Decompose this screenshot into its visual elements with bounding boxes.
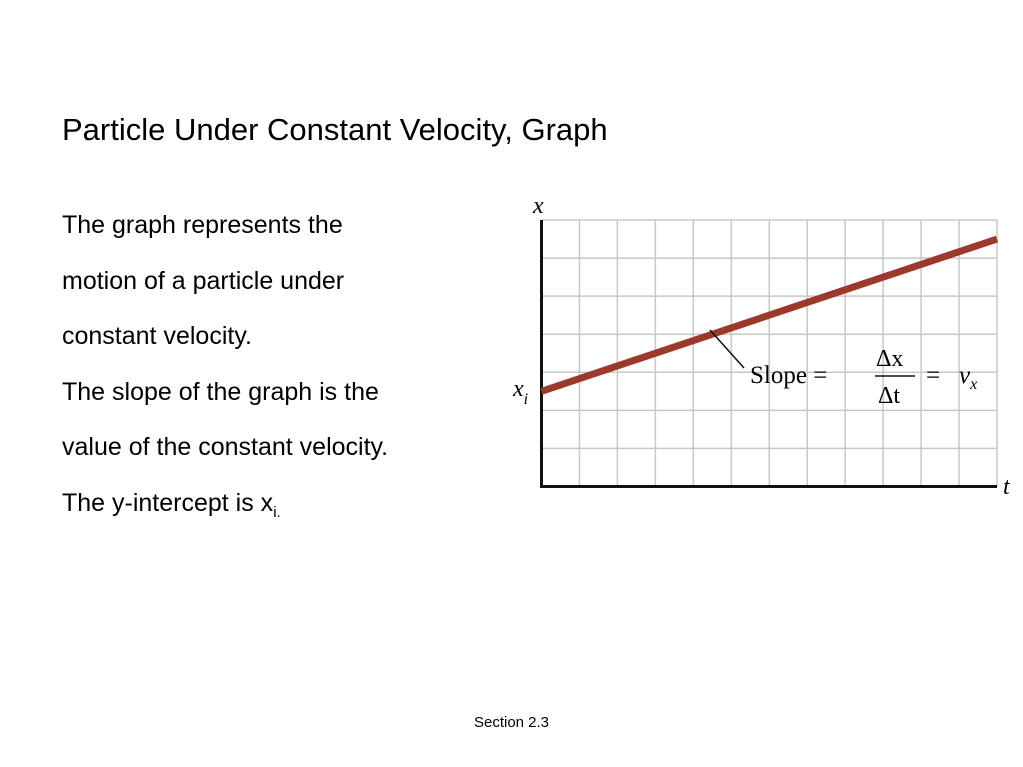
body-line-4: The slope of the graph is the [62,377,379,406]
intercept-label-x: x [513,376,524,402]
slide-body [62,198,482,531]
slope-result-sub: x [970,376,978,393]
body-line-2: motion of a particle under [62,266,345,295]
y-axis-label: x [533,193,544,219]
body-line-6 [62,476,482,532]
slide-footer: Section 2.3 [473,714,550,731]
slope-result [959,362,977,393]
slope-leader-line [710,330,744,368]
x-axis-label: t [1003,474,1010,500]
intercept-text: The y-intercept is x [62,488,274,517]
slope-word: Slope = [750,362,828,389]
slope-annotation [750,346,977,409]
body-line-3: constant velocity. [62,322,252,350]
slide-title: Particle Under Constant Velocity, Graph [62,112,608,147]
intercept-subscript: i. [273,503,281,521]
body-line-5: value of the constant velocity. [62,433,389,461]
slope-denominator: Δt [878,383,901,409]
slope-equals: = [926,362,941,389]
body-line-1: The graph represents the [62,211,343,239]
slope-result-v: v [959,362,971,389]
slope-numerator: Δx [876,346,904,372]
intercept-label [512,376,528,408]
intercept-label-sub: i [523,391,529,408]
position-time-graph [500,190,1020,510]
